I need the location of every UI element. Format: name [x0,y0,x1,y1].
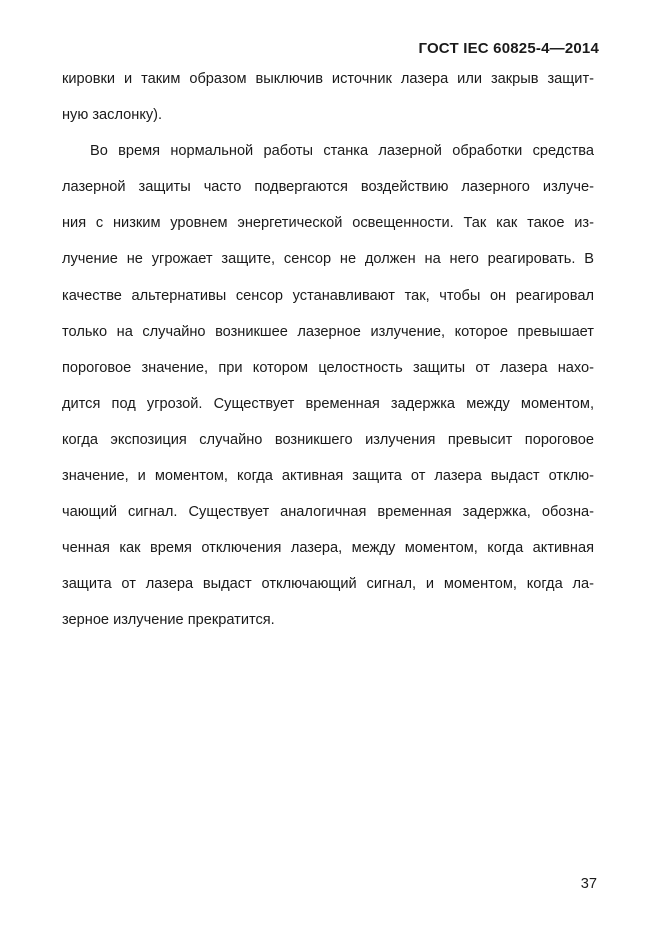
document-body [62,61,594,639]
text-line: чающий сигнал. Существует аналогичная временная задержка, обозна- [62,504,594,521]
document-header: ГОСТ IEC 60825-4—2014 [418,40,599,57]
text-line: качестве альтернативы сенсор устанавливают так, чтобы он реагировал [62,287,594,304]
text-line: лучение не угрожает защите, сенсор не должен на него реагировать. В [62,251,594,268]
paragraph [62,133,594,638]
text-line: ния с низким уровнем энергетической освещенности. Так как такое из- [62,215,594,232]
text-line: кировки и таким образом выключив источник лазера или закрыв защит- [62,71,594,87]
text-line: Во время нормальной работы станка лазерной обработки средства [90,143,594,160]
text-line: защита от лазера выдаст отключающий сигнал, и моментом, когда ла- [62,576,594,593]
text-line: дится под угрозой. Существует временная задержка между моментом, [62,395,594,412]
text-line: пороговое значение, при котором целостность защиты от лазера нахо- [62,359,594,376]
text-line: зерное излучение прекратится. [62,612,275,629]
text-line: только на случайно возникшее лазерное излучение, которое превышает [62,323,594,340]
text-line: лазерной защиты часто подвергаются воздействию лазерного излуче- [62,179,594,196]
text-line: ченная как время отключения лазера, между моментом, когда активная [62,540,594,557]
paragraph-continued [62,61,594,133]
text-line: значение, и моментом, когда активная защита от лазера выдаст отклю- [62,468,594,485]
page-number: 37 [580,876,597,892]
text-line: ную заслонку). [62,107,163,124]
text-line: когда экспозиция случайно возникшего излучения превысит пороговое [62,431,594,448]
